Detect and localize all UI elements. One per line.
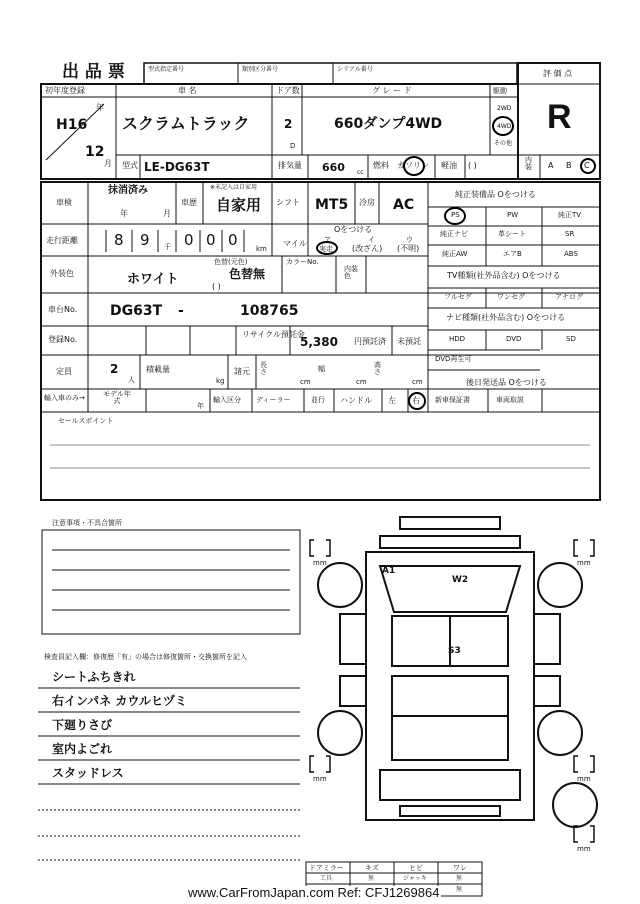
handle-right: 右 bbox=[412, 396, 420, 405]
rating-value: R bbox=[547, 98, 572, 136]
legend-header-2: キズ bbox=[365, 864, 379, 872]
first-registration-era: H16 bbox=[56, 117, 88, 133]
legend-header-4: ワレ bbox=[453, 864, 467, 872]
mileage-digit-1: 8 bbox=[114, 231, 124, 249]
month-unit: 月 bbox=[104, 159, 112, 168]
height-label: 高さ bbox=[374, 361, 381, 376]
fuel-gasoline-circle bbox=[403, 156, 425, 176]
tire-mm-fl: mm bbox=[313, 559, 327, 567]
grade-label: グ レ ー ド bbox=[372, 86, 412, 95]
repaint-label: 色替(元色) bbox=[214, 258, 248, 266]
grade-value: 660ダンプ4WD bbox=[334, 116, 443, 132]
aftermarket-warranty: 新車保証書 bbox=[435, 396, 470, 404]
history-note: ※未記入は自家用 bbox=[210, 184, 258, 191]
dvd-playback-label: DVD再生可 bbox=[435, 355, 472, 363]
interior-grade-c: C bbox=[584, 161, 590, 170]
navi-sd: SD bbox=[566, 335, 576, 343]
import-parallel: 並行 bbox=[311, 396, 325, 404]
shift-label: シフト bbox=[276, 198, 300, 207]
exterior-color: ホワイト bbox=[127, 272, 179, 287]
legend-tools-label: 工具 bbox=[320, 875, 333, 882]
displacement-label: 排気量 bbox=[278, 161, 302, 170]
first-registration-label: 初年度登録 bbox=[45, 86, 85, 95]
tv-oneseg: ワンセグ bbox=[497, 293, 525, 301]
drive-4wd: 4WD bbox=[497, 123, 512, 130]
height-cm: cm bbox=[412, 378, 423, 386]
recycle-amount: 5,380 bbox=[300, 335, 338, 349]
recycle-not: 未預託 bbox=[397, 337, 421, 346]
navi-title: ナビ種類(社外品含む) Oをつける bbox=[446, 313, 566, 322]
fuel-diesel: 軽油 bbox=[441, 161, 457, 170]
equip-tv: 純正TV bbox=[558, 211, 582, 219]
shaken-month-unit: 月 bbox=[163, 209, 171, 218]
meter-mark-u: ウ bbox=[406, 236, 413, 244]
inspector-label: 検査員記入欄：修復歴「有」の場合は修復箇所・交換箇所を記入 bbox=[44, 653, 247, 661]
form-title: 出 品 票 bbox=[62, 62, 125, 82]
legend-header-3: ヒビ bbox=[409, 864, 423, 872]
shaken-label: 車検 bbox=[56, 198, 72, 207]
mileage-label: 走行距離 bbox=[46, 236, 78, 245]
capacity-value: 2 bbox=[110, 362, 119, 376]
interior-label: 内装 bbox=[525, 156, 532, 171]
interior-color-label: 内装色 bbox=[344, 265, 358, 280]
doors-value: 2 bbox=[284, 117, 293, 131]
car-name: スクラムトラック bbox=[122, 114, 250, 133]
mile-label: マイル bbox=[283, 239, 307, 248]
chassis-number: 108765 bbox=[240, 303, 299, 319]
tv-title: TV種類(社外品含む) Oをつける bbox=[447, 271, 561, 280]
width-cm: cm bbox=[356, 378, 367, 386]
mileage-digit-3: 0 bbox=[184, 231, 194, 249]
legend-tools-value: 無 bbox=[368, 875, 375, 882]
equip-ps: PS bbox=[451, 211, 460, 219]
note-item-5: スタッドレス bbox=[52, 766, 124, 780]
ac-label: 冷房 bbox=[359, 198, 375, 207]
handle-label: ハンドル bbox=[340, 396, 372, 405]
navi-hdd: HDD bbox=[449, 335, 466, 343]
navi-dvd: DVD bbox=[506, 335, 522, 343]
meter-real: 実走 bbox=[319, 245, 333, 253]
meter-mark-a: ア bbox=[324, 236, 331, 244]
meter-mark-i: イ bbox=[368, 236, 375, 244]
load-label: 積載量 bbox=[146, 365, 170, 374]
reg-number-label: 登録No. bbox=[48, 335, 78, 344]
dims-label: 諸元 bbox=[234, 367, 250, 376]
truck-diagram bbox=[318, 517, 597, 827]
import-class-label: 輸入区分 bbox=[213, 396, 241, 404]
import-dealer: ディーラー bbox=[256, 396, 291, 404]
equip-leather: 革シート bbox=[498, 230, 526, 238]
shaken-status: 抹消済み bbox=[108, 185, 148, 196]
damage-mark-w2: W2 bbox=[452, 575, 469, 585]
damage-mark-s3: S3 bbox=[448, 646, 461, 656]
chassis-dash: - bbox=[178, 303, 184, 319]
meter-changed: (改ざん) bbox=[352, 244, 383, 253]
equip-pw: PW bbox=[507, 211, 519, 219]
drive-other: その他 bbox=[494, 140, 513, 147]
handle-left: 左 bbox=[388, 396, 396, 405]
footer-reference: www.CarFromJapan.com Ref: CFJ1269864 bbox=[188, 885, 440, 900]
import-only-label: 輸入車のみ→ bbox=[44, 394, 85, 402]
legend-jack-value: 無 bbox=[456, 875, 463, 882]
year-unit: 年 bbox=[96, 103, 104, 112]
history-label: 車歴 bbox=[181, 198, 197, 207]
model-cert-label: 型式指定番号 bbox=[148, 66, 185, 73]
tire-mm-rr: mm bbox=[577, 775, 591, 783]
equip-sr: SR bbox=[565, 230, 575, 238]
serial-number-label: シリアル番号 bbox=[337, 66, 373, 73]
tire-brackets bbox=[310, 540, 594, 842]
caution-label: 注意事項・不具合箇所 bbox=[52, 519, 122, 527]
model-year-unit: 年 bbox=[197, 402, 204, 410]
interior-grade-a: A bbox=[548, 161, 554, 170]
recycle-deposited: 円預託済 bbox=[354, 337, 386, 346]
handle-right-circle bbox=[408, 392, 426, 410]
tire-mm-spare: mm bbox=[577, 845, 591, 853]
km-unit: km bbox=[256, 245, 267, 253]
ac-value: AC bbox=[393, 197, 415, 213]
shaken-year-unit: 年 bbox=[120, 209, 128, 218]
drive-4wd-circle bbox=[492, 116, 514, 136]
length-cm: cm bbox=[300, 378, 311, 386]
note-item-4: 室内よごれ bbox=[52, 742, 113, 756]
mileage-digit-4: 0 bbox=[206, 231, 216, 249]
tv-fullseg: フルセグ bbox=[444, 293, 472, 301]
person-unit: 人 bbox=[128, 376, 135, 384]
interior-grade-circle bbox=[580, 158, 596, 174]
mileage-digit-2: 9 bbox=[140, 231, 150, 249]
equip-navi: 純正ナビ bbox=[440, 230, 468, 238]
equip-ps-circle bbox=[444, 207, 466, 225]
chassis-prefix: DG63T bbox=[110, 303, 163, 319]
displacement-value: 660 bbox=[322, 161, 345, 174]
repaint-paren: ( ) bbox=[212, 282, 221, 291]
mileage-circle-note: Oをつける bbox=[334, 225, 373, 234]
doors-label: ドア数 bbox=[276, 86, 300, 95]
color-number-label: カラーNo. bbox=[286, 258, 319, 266]
kg-unit: kg bbox=[216, 377, 225, 385]
thousand-unit: 千 bbox=[164, 243, 171, 251]
model-code: LE-DG63T bbox=[144, 160, 210, 174]
meter-real-circle bbox=[316, 241, 338, 255]
legend-jack-label: ジャッキ bbox=[403, 875, 427, 882]
tire-mm-fr: mm bbox=[577, 559, 591, 567]
note-item-2: 右インパネ カウルヒヅミ bbox=[52, 694, 187, 708]
width-label: 幅 bbox=[318, 365, 325, 373]
equip-airbag: エアB bbox=[503, 250, 522, 258]
fuel-paren: ( ) bbox=[468, 161, 477, 170]
cc-unit: cc bbox=[357, 169, 364, 176]
recycle-label: リサイクル預託金 bbox=[242, 330, 305, 339]
fuel-gasoline: ガソリン bbox=[397, 161, 429, 170]
drive-label: 駆動 bbox=[493, 87, 507, 95]
shift-value: MT5 bbox=[315, 197, 349, 213]
damage-mark-a1: A1 bbox=[382, 566, 396, 576]
fuel-label: 燃料 bbox=[373, 161, 389, 170]
history-value: 自家用 bbox=[216, 196, 262, 214]
tv-analog: アナログ bbox=[555, 293, 583, 301]
aftermarket-title: 後日発送品 Oをつける bbox=[466, 378, 547, 387]
model-year-label: モデル年式 bbox=[103, 390, 131, 405]
capacity-label: 定員 bbox=[56, 367, 72, 376]
legend-header-1: ドアミラー bbox=[309, 864, 344, 872]
legend-row2-value: 無 bbox=[456, 886, 463, 893]
car-name-label: 車 名 bbox=[178, 86, 197, 95]
tire-mm-rl: mm bbox=[313, 775, 327, 783]
chassis-label: 車台No. bbox=[48, 305, 78, 314]
note-item-1: シートふちきれ bbox=[52, 670, 136, 684]
interior-grade-b: B bbox=[566, 161, 572, 170]
class-number-label: 類別区分番号 bbox=[242, 66, 279, 73]
exterior-color-label: 外装色 bbox=[50, 269, 74, 278]
meter-unknown: (不明) bbox=[397, 244, 420, 253]
equipment-title: 純正装備品 Oをつける bbox=[455, 190, 536, 199]
model-label: 型式 bbox=[122, 161, 138, 170]
length-label: 長さ bbox=[260, 361, 267, 376]
equip-abs: ABS bbox=[564, 250, 578, 258]
sales-points-label: セールスポイント bbox=[58, 417, 114, 425]
note-item-3: 下廻りさび bbox=[52, 718, 113, 732]
aftermarket-manual: 車両取説 bbox=[496, 396, 524, 404]
first-registration-month: 12 bbox=[85, 144, 105, 160]
rating-label: 評 価 点 bbox=[543, 69, 573, 78]
door-unit: D bbox=[290, 142, 296, 150]
equip-aw: 純正AW bbox=[442, 250, 468, 258]
mileage-digit-5: 0 bbox=[228, 231, 238, 249]
repaint-value: 色替無 bbox=[229, 267, 266, 281]
drive-2wd: 2WD bbox=[497, 105, 512, 112]
